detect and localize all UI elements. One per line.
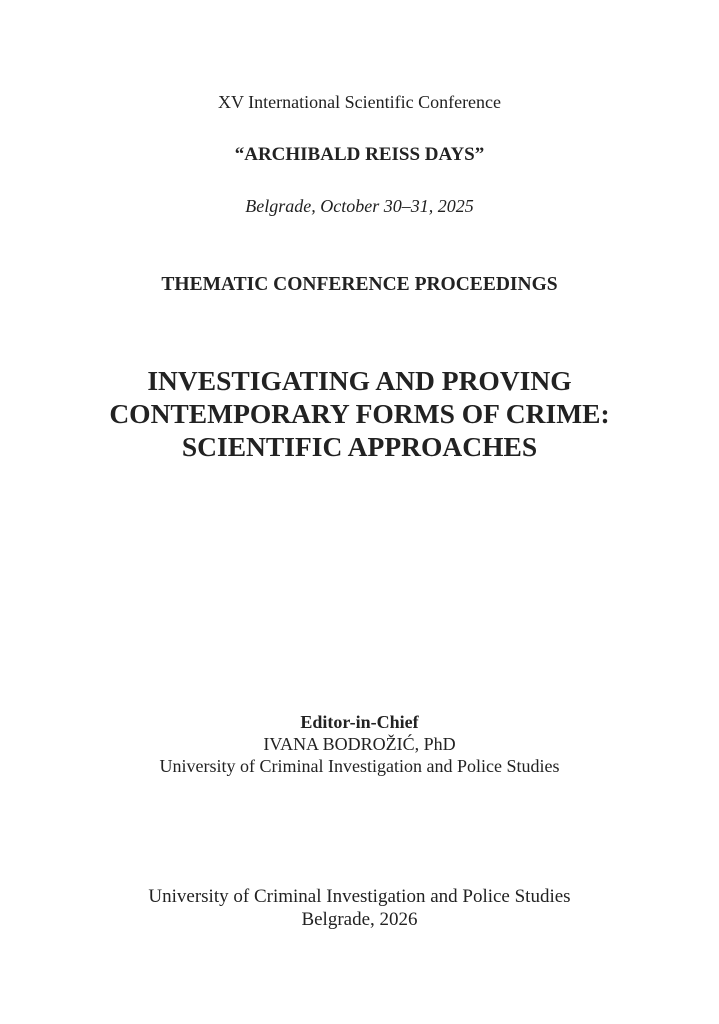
conference-name: “ARCHIBALD REISS DAYS” (234, 144, 485, 165)
publisher-block (0, 885, 719, 931)
editor-affiliation: University of Criminal Investigation and Police Studies (159, 756, 560, 776)
publisher-name: University of Criminal Investigation and Police Studies (148, 886, 571, 907)
editor-name: IVANA BODROŽIĆ, PhD (263, 734, 456, 754)
book-title-line: INVESTIGATING AND PROVING (147, 365, 572, 396)
conference-place-date: Belgrade, October 30–31, 2025 (245, 196, 474, 216)
book-title (0, 364, 719, 463)
publisher-place-year: Belgrade, 2026 (301, 909, 418, 930)
conference-series: XV International Scientific Conference (217, 92, 502, 112)
editor-role: Editor-in-Chief (300, 712, 419, 732)
book-title-line: CONTEMPORARY FORMS OF CRIME: (109, 398, 610, 429)
editor-block (0, 711, 719, 777)
proceedings-label: THEMATIC CONFERENCE PROCEEDINGS (161, 274, 558, 295)
book-title-line: SCIENTIFIC APPROACHES (181, 431, 538, 462)
